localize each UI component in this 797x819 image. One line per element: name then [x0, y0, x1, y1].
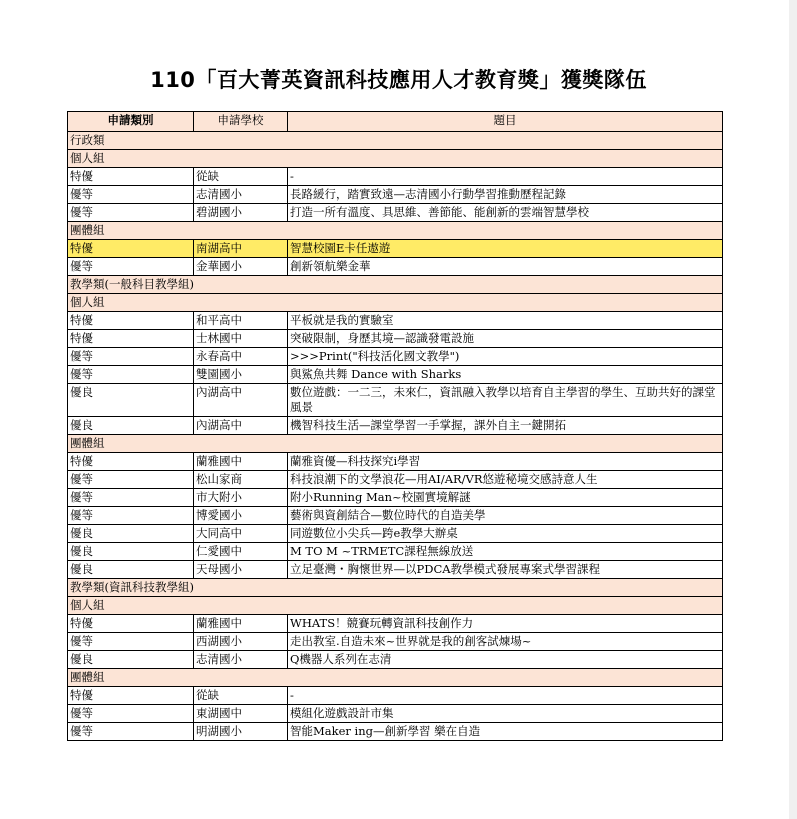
- topic-cell: 藝術與資創結合—數位時代的自造美學: [288, 507, 723, 525]
- category-cell: 特優: [68, 687, 194, 705]
- category-cell: 優等: [68, 186, 194, 204]
- school-cell: 南湖高中: [194, 240, 288, 258]
- school-cell: 明湖國小: [194, 723, 288, 741]
- table-row: [68, 705, 723, 723]
- awards-table: [67, 111, 723, 741]
- school-cell: 市大附小: [194, 489, 288, 507]
- category-cell: 優等: [68, 489, 194, 507]
- table-header-row: [68, 112, 723, 132]
- school-cell: 博愛國小: [194, 507, 288, 525]
- table-row: [68, 687, 723, 705]
- topic-cell: WHATS！競賽玩轉資訊科技創作力: [288, 615, 723, 633]
- category-cell: 優良: [68, 417, 194, 435]
- section-label: 個人組: [68, 150, 723, 168]
- category-cell: 優等: [68, 348, 194, 366]
- topic-cell: 智慧校園E卡任遨遊: [288, 240, 723, 258]
- category-cell: 優良: [68, 651, 194, 669]
- school-cell: 西湖國小: [194, 633, 288, 651]
- category-cell: 特優: [68, 330, 194, 348]
- school-cell: 金華國小: [194, 258, 288, 276]
- header-topic: 題目: [288, 112, 723, 132]
- topic-cell: 同遊數位小尖兵—跨e教學大辦桌: [288, 525, 723, 543]
- school-cell: 仁愛國中: [194, 543, 288, 561]
- category-cell: 優等: [68, 366, 194, 384]
- school-cell: 大同高中: [194, 525, 288, 543]
- school-cell: 從缺: [194, 168, 288, 186]
- school-cell: 志清國小: [194, 186, 288, 204]
- table-row: [68, 561, 723, 579]
- section-label: 團體組: [68, 222, 723, 240]
- table-row: [68, 543, 723, 561]
- category-cell: 優良: [68, 561, 194, 579]
- topic-cell: 創新領航樂金華: [288, 258, 723, 276]
- section-label: 教學類(資訊科技教學組): [68, 579, 723, 597]
- section-row: [68, 222, 723, 240]
- category-cell: 優等: [68, 633, 194, 651]
- school-cell: 松山家商: [194, 471, 288, 489]
- topic-cell: 立足臺灣・胸懷世界—以PDCA教學模式發展專案式學習課程: [288, 561, 723, 579]
- topic-cell: 模組化遊戲設計市集: [288, 705, 723, 723]
- topic-cell: 走出教室.自造未來~世界就是我的創客試煉場~: [288, 633, 723, 651]
- category-cell: 優良: [68, 384, 194, 417]
- school-cell: 內湖高中: [194, 417, 288, 435]
- section-label: 教學類(一般科目教學組): [68, 276, 723, 294]
- section-row: [68, 579, 723, 597]
- section-label: 個人組: [68, 294, 723, 312]
- section-row: [68, 276, 723, 294]
- school-cell: 蘭雅國中: [194, 615, 288, 633]
- school-cell: 志清國小: [194, 651, 288, 669]
- section-row: [68, 435, 723, 453]
- category-cell: 特優: [68, 240, 194, 258]
- table-row: [68, 366, 723, 384]
- category-cell: 優良: [68, 525, 194, 543]
- topic-cell: -: [288, 687, 723, 705]
- table-row: [68, 723, 723, 741]
- school-cell: 士林國中: [194, 330, 288, 348]
- category-cell: 特優: [68, 615, 194, 633]
- header-school: 申請學校: [194, 112, 288, 132]
- table-row: [68, 633, 723, 651]
- category-cell: 優良: [68, 543, 194, 561]
- table-row: [68, 507, 723, 525]
- topic-cell: 長路緩行，踏實致遠—志清國小行動學習推動歷程記錄: [288, 186, 723, 204]
- table-row: [68, 204, 723, 222]
- table-row: [68, 471, 723, 489]
- table-row: [68, 348, 723, 366]
- topic-cell: 附小Running Man~校園實境解謎: [288, 489, 723, 507]
- school-cell: 東湖國中: [194, 705, 288, 723]
- section-label: 團體組: [68, 669, 723, 687]
- category-cell: 優等: [68, 258, 194, 276]
- category-cell: 特優: [68, 168, 194, 186]
- table-row: [68, 525, 723, 543]
- table-row: [68, 168, 723, 186]
- topic-cell: 蘭雅資優—科技探究i學習: [288, 453, 723, 471]
- table-row: [68, 258, 723, 276]
- table-body: [68, 132, 723, 741]
- table-row: [68, 384, 723, 417]
- section-row: [68, 669, 723, 687]
- page-edge: [789, 0, 797, 819]
- category-cell: 優等: [68, 471, 194, 489]
- section-label: 個人組: [68, 597, 723, 615]
- topic-cell: 與鯊魚共舞 Dance with Sharks: [288, 366, 723, 384]
- topic-cell: 平板就是我的實驗室: [288, 312, 723, 330]
- topic-cell: 突破限制，身歷其境—認識發電設施: [288, 330, 723, 348]
- table-row: [68, 330, 723, 348]
- category-cell: 特優: [68, 312, 194, 330]
- category-cell: 優等: [68, 705, 194, 723]
- section-label: 團體組: [68, 435, 723, 453]
- section-row: [68, 132, 723, 150]
- school-cell: 蘭雅國中: [194, 453, 288, 471]
- school-cell: 和平高中: [194, 312, 288, 330]
- topic-cell: 數位遊戲：一二三，未來仁，資訊融入教學以培育自主學習的學生、互助共好的課堂風景: [288, 384, 723, 417]
- section-row: [68, 294, 723, 312]
- topic-cell: M TO M ~TRMETC課程無線放送: [288, 543, 723, 561]
- category-cell: 優等: [68, 204, 194, 222]
- section-label: 行政類: [68, 132, 723, 150]
- category-cell: 特優: [68, 453, 194, 471]
- page-title: 110「百大菁英資訊科技應用人才教育獎」獲獎隊伍: [150, 68, 647, 92]
- section-row: [68, 597, 723, 615]
- table-row: [68, 186, 723, 204]
- school-cell: 天母國小: [194, 561, 288, 579]
- school-cell: 從缺: [194, 687, 288, 705]
- table-row: [68, 651, 723, 669]
- category-cell: 優等: [68, 723, 194, 741]
- topic-cell: 機智科技生活—課堂學習一手掌握，課外自主一鍵開拓: [288, 417, 723, 435]
- header-category: 申請類別: [68, 112, 194, 132]
- topic-cell: Q機器人系列在志清: [288, 651, 723, 669]
- topic-cell: -: [288, 168, 723, 186]
- topic-cell: 打造一所有溫度、具思維、善節能、能創新的雲端智慧學校: [288, 204, 723, 222]
- table-row: [68, 615, 723, 633]
- table-row: [68, 417, 723, 435]
- topic-cell: 科技浪潮下的文學浪花—用AI/AR/VR悠遊秘境交感詩意人生: [288, 471, 723, 489]
- school-cell: 碧湖國小: [194, 204, 288, 222]
- school-cell: 內湖高中: [194, 384, 288, 417]
- table-row: [68, 489, 723, 507]
- school-cell: 雙園國小: [194, 366, 288, 384]
- topic-cell: >>>Print("科技活化國文教學"): [288, 348, 723, 366]
- table-row: [68, 312, 723, 330]
- table-row: [68, 240, 723, 258]
- table-row: [68, 453, 723, 471]
- category-cell: 優等: [68, 507, 194, 525]
- section-row: [68, 150, 723, 168]
- topic-cell: 智能Maker ing—創新學習 樂在自造: [288, 723, 723, 741]
- school-cell: 永春高中: [194, 348, 288, 366]
